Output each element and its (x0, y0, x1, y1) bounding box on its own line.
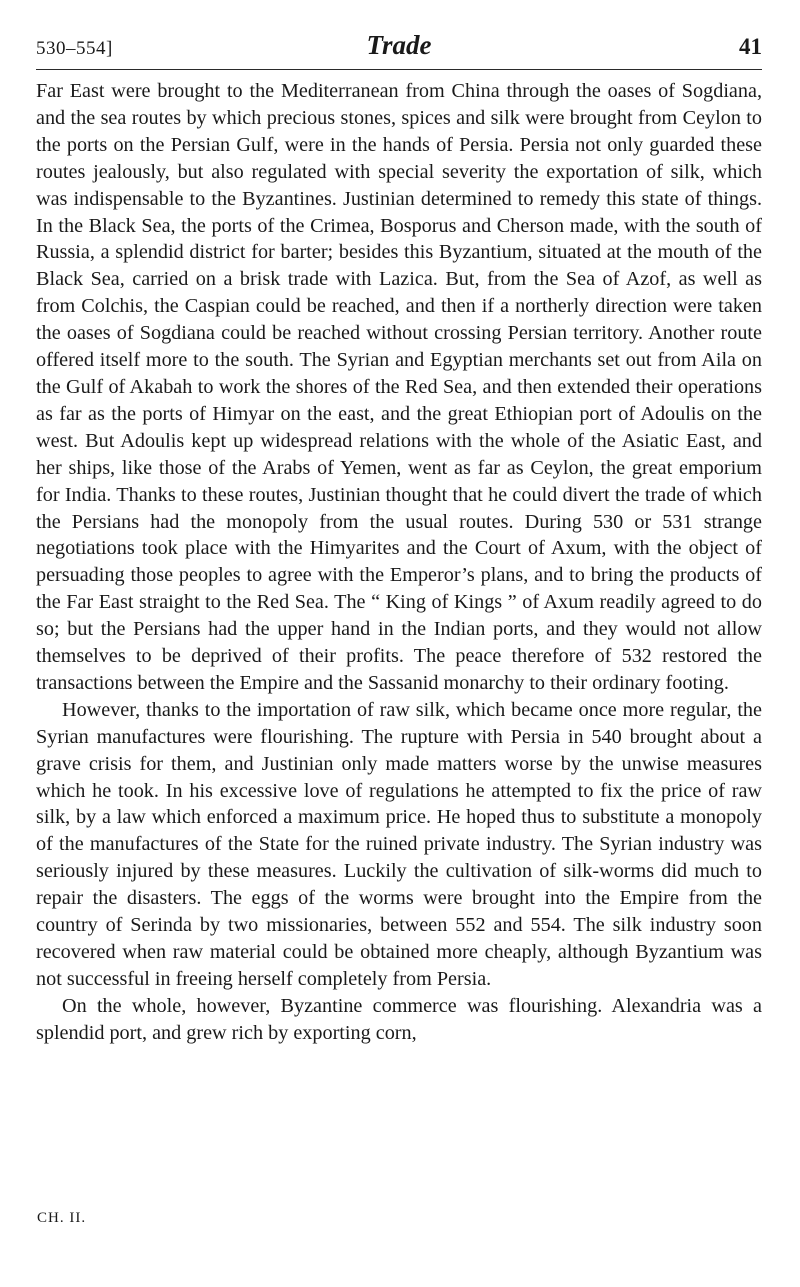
book-page (36, 0, 762, 1287)
running-head (36, 30, 762, 66)
paragraph-3: On the whole, however, Byzantine commerce was flourishing. Alexandria was a splendid port, and grew rich by exporting corn, (36, 994, 762, 1044)
header-rule (36, 69, 762, 70)
page-title: Trade (366, 30, 432, 60)
paragraph-1: Far East were brought to the Mediterranean from China through the oases of Sogdiana, and the sea routes by which precious stones, spices and silk were brought from Ceylon to the ports on the Persian Gulf, were in the hands of Persia. Persia not only guarded these routes jealously, but also regulated with special severity the exportation of silk, which was indispensable to the Byzantines. Justinian determined to remedy this state of things. In the Black Sea, the ports of the Crimea, Bosporus and Cherson made, with the south of Russia, a splendid district for barter; besides this Byzantium, situated at the mouth of the Black Sea, carried on a brisk trade with Lazica. But, from the Sea of Azof, as well as from Colchis, the Caspian could be reached, and then if a northerly direction were taken the oases of Sogdiana could be reached without crossing Persian territory. Another route offered itself more to the south. The Syrian and Egyptian merchants set out from Aila on the Gulf of Akabah to work the shores of the Red Sea, and then extended their operations as far as the ports of Himyar on the east, and the great Ethiopian port of Adoulis on the west. But Adoulis kept up widespread relations with the whole of the Asiatic East, and her ships, like those of the Arabs of Yemen, went as far as Ceylon, the great emporium for India. Thanks to these routes, Justinian thought that he could divert the trade of which the Persians had the monopoly from the usual routes. During 530 or 531 strange negotiations took place with the Himyarites and the Court of Axum, with the object of persuading those peoples to agree with the Emperor’s plans, and to bring the products of the Far East straight to the Red Sea. The “ King of Kings ” of Axum readily agreed to do so; but the Persians had the upper hand in the Indian ports, and they would not allow themselves to be deprived of their profits. The peace therefore of 532 restored the transactions between the Empire and the Sassanid monarchy to their ordinary footing. (36, 80, 762, 694)
section-range: 530–554] (36, 38, 113, 59)
body-text (36, 78, 762, 1047)
paragraph-2: However, thanks to the importation of raw silk, which became once more regular, the Syrian manufactures were flourishing. The rupture with Persia in 540 brought about a grave crisis for them, and Justinian only made matters worse by the unwise measures which he took. In his excessive love of regulations he attempted to fix the price of raw silk, by a law which enforced a maximum price. He hoped thus to substitute a monopoly of the manufactures of the State for the ruined private industry. The Syrian industry was seriously injured by these measures. Luckily the cultivation of silk-worms did much to repair the disasters. The eggs of the worms were brought into the Empire from the country of Serinda by two missionaries, between 552 and 554. The silk industry soon recovered when raw material could be obtained more cheaply, although Byzantium was not successful in freeing herself completely from Persia. (36, 698, 762, 990)
chapter-signature: CH. II. (37, 1210, 87, 1226)
page-number: 41 (739, 34, 762, 59)
